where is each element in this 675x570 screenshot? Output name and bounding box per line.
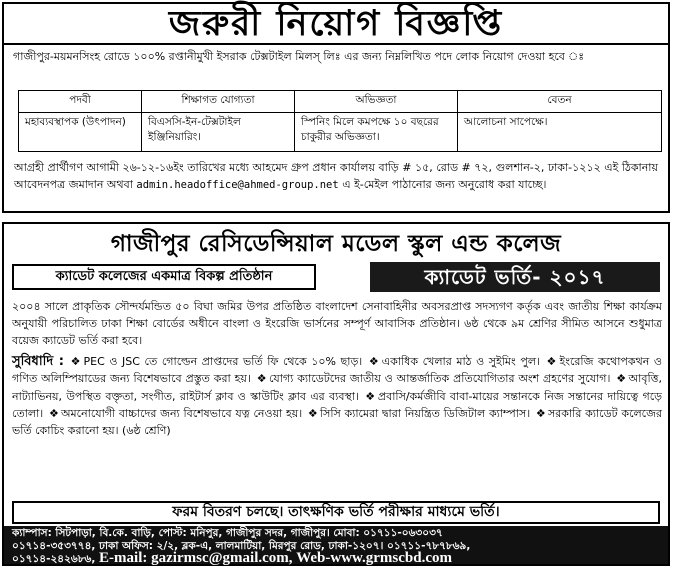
features-list xyxy=(12,353,662,439)
cell-salary: আলোচনা সাপেক্ষে। xyxy=(458,113,662,152)
table-row xyxy=(19,113,662,152)
list-item: অমনোযোগী বাচ্চাদের জন্য বিশেষভাবে যত্ন নেওয়া হয়। xyxy=(61,406,303,420)
table-header-row xyxy=(19,91,662,113)
diamond-bullet-icon: ❖ xyxy=(546,355,558,368)
footer-address-line-2: ০১৭১৪-৩৫৩৭৭৪, ঢাকা অফিস: ২/২, ব্লক-এ, লালমাটিয়া, মিরপুর রোড, ঢাকা-১২০৭। ০১৭১১-৭৮৭৮৬৯, xyxy=(12,539,471,552)
list-item: আবৃত্তি, নাট্যাভিনয়, উপস্থিত বক্তৃতা, সংগীত, রাইটার্স ক্লাব ও স্কাউটিং ক্লাব এর ব্যবস্থা। xyxy=(12,372,663,403)
list-item: একাধিক খেলার মাঠ ও সুইমিং পুল। xyxy=(381,355,540,368)
form-distribution-banner: ফরম বিতরণ চলছে। তাৎক্ষণিক ভর্তি পরীক্ষার মাধ্যমে ভর্তি। xyxy=(12,501,660,524)
school-tagline: ক্যাডেট কলেজের একমাত্র বিকল্প প্রতিষ্ঠান xyxy=(12,264,316,290)
list-item: ইংরেজি কথোপকথন ও গণিত অলিম্পিয়াডের জন্য বিশেষভাবে প্রস্তুত করা হয়। xyxy=(12,355,662,386)
header-salary: বেতন xyxy=(458,91,662,113)
diamond-bullet-icon: ❖ xyxy=(616,372,627,386)
list-item: সিসি ক্যামেরা দ্বারা নিয়ন্ত্রিত ডিজিটাল ক্যাম্পাস। xyxy=(319,406,531,420)
list-item: যোগ্য ক্যাডেটদের জাতীয় ও আন্তর্জাতিক প্রতিযোগিতার অংশ গ্রহণের সুযোগ। xyxy=(268,372,611,386)
school-name: গাজীপুর রেসিডেন্সিয়াল মডেল স্কুল এন্ড কলেজ xyxy=(110,231,562,257)
diamond-bullet-icon: ❖ xyxy=(365,389,376,403)
cell-qualification: বিএসসি-ইন-টেক্সটাইল ইঞ্জিনিয়ারিং। xyxy=(142,113,295,152)
features-heading: সুবিধাদি : xyxy=(12,354,64,369)
cell-position: মহাব্যবস্থাপক (উৎপাদন) xyxy=(19,113,142,152)
header-qualification: শিক্ষাগত যোগ্যতা xyxy=(142,91,295,113)
job-advertisement xyxy=(2,2,670,213)
job-requirements-table xyxy=(18,90,662,152)
list-item: প্রবাসি/কর্মজীবি বাবা-মায়ের সন্তানকে নিজ সন্তানের দায়িত্বে গড়ে তোলা। xyxy=(12,389,662,420)
footer-phone: ০১৭১৪-২৪২৬৮৬, xyxy=(12,553,96,565)
diamond-bullet-icon: ❖ xyxy=(307,406,318,420)
school-advertisement xyxy=(2,222,670,566)
diamond-bullet-icon: ❖ xyxy=(70,355,82,368)
admission-banner: ক্যাডেট ভর্তি- ২০১৭ xyxy=(370,262,660,292)
job-ad-title: জরুরী নিয়োগ বিজ্ঞপ্তি xyxy=(4,4,668,45)
footer-email-link[interactable]: E-mail: gazirmsc@gmail.com, xyxy=(99,550,293,566)
cell-experience: স্পিনিং মিলে কমপক্ষে ১০ বছরের চাকুরীর অভিজ্ঞতা। xyxy=(295,113,458,152)
diamond-bullet-icon: ❖ xyxy=(256,372,267,386)
job-ad-intro: গাজীপুর-ময়মনসিংহ রোডে ১০০% রপ্তানীমুখী ইসরাক টেক্সটাইল মিলস্ লিঃ এর জন্য নিম্নলিখিত পদে লোক নিয়োগ দেওয়া হবে ঃ xyxy=(13,50,585,63)
diamond-bullet-icon: ❖ xyxy=(48,406,60,420)
apply-email-link[interactable]: admin.headoffice@ahmed-group.net xyxy=(136,179,339,191)
contact-footer xyxy=(4,526,668,564)
header-position: পদবী xyxy=(19,91,142,113)
apply-text-2: এ ই-মেইল পাঠানোর জন্য অনুরোধ করা যাচ্ছে। xyxy=(342,178,547,191)
list-item: PEC ও JSC তে গোল্ডেন প্রাপ্তদের ভর্তি ফি থেকে ১০% ছাড়। xyxy=(83,355,363,368)
footer-address-line-1: ক্যাম্পাস: সিটপাড়া, বি.কে. বাড়ি, পোস্ট: মনিপুর, গাজীপুর সদর, গাজীপুর। মোবা: ০১৭১১-০৬৩০৩৭ xyxy=(12,527,443,539)
footer-website-link[interactable]: Web-www.grmscbd.com xyxy=(296,550,453,566)
header-experience: অভিজ্ঞতা xyxy=(295,91,458,113)
job-apply-instructions xyxy=(14,159,666,194)
diamond-bullet-icon: ❖ xyxy=(535,406,546,420)
diamond-bullet-icon: ❖ xyxy=(368,355,380,368)
apply-text-1: আগ্রহী প্রার্থীগণ আগামী ২৬-১২-১৬ইং তারিখের মধ্যে আহমেদ গ্রুপ প্রধান কার্যালয় বাড়ি # ১৫, রোড # ৭২, গুলশান-২, ঢাকা-১২১২ এই ঠিকানায় আবেদনপত্র জমাদান অথবা xyxy=(14,161,658,191)
school-description: ২০০৪ সালে প্রাকৃতিক সৌন্দর্যমন্ডিত ৫০ বিঘা জমির উপর প্রতিষ্ঠিত বাংলাদেশ সেনাবাহিনীর অবসরপ্রাপ্ত সদস্যগণ কর্তৃক এবং জাতীয় শিক্ষা কার্যক্রম অনুযায়ী পরিচালিত ঢাকা শিক্ষা বোর্ডের অধীনে বাংলা ও ইংরেজি ভার্সনের সম্পূর্ণ আবাসিক প্রতিষ্ঠান। ৬ষ্ঠ থেকে ৯ম শ্রেণির সীমিত আসনে শুধুমাত্র বয়েজ ক্যাডেট ভর্তি করা হবে। xyxy=(12,300,662,348)
list-item: সরকারি ক্যাডেট কলেজের ভর্তি কোচিং করানো হয়। (৬ষ্ঠ শ্রেণি) xyxy=(12,406,662,438)
